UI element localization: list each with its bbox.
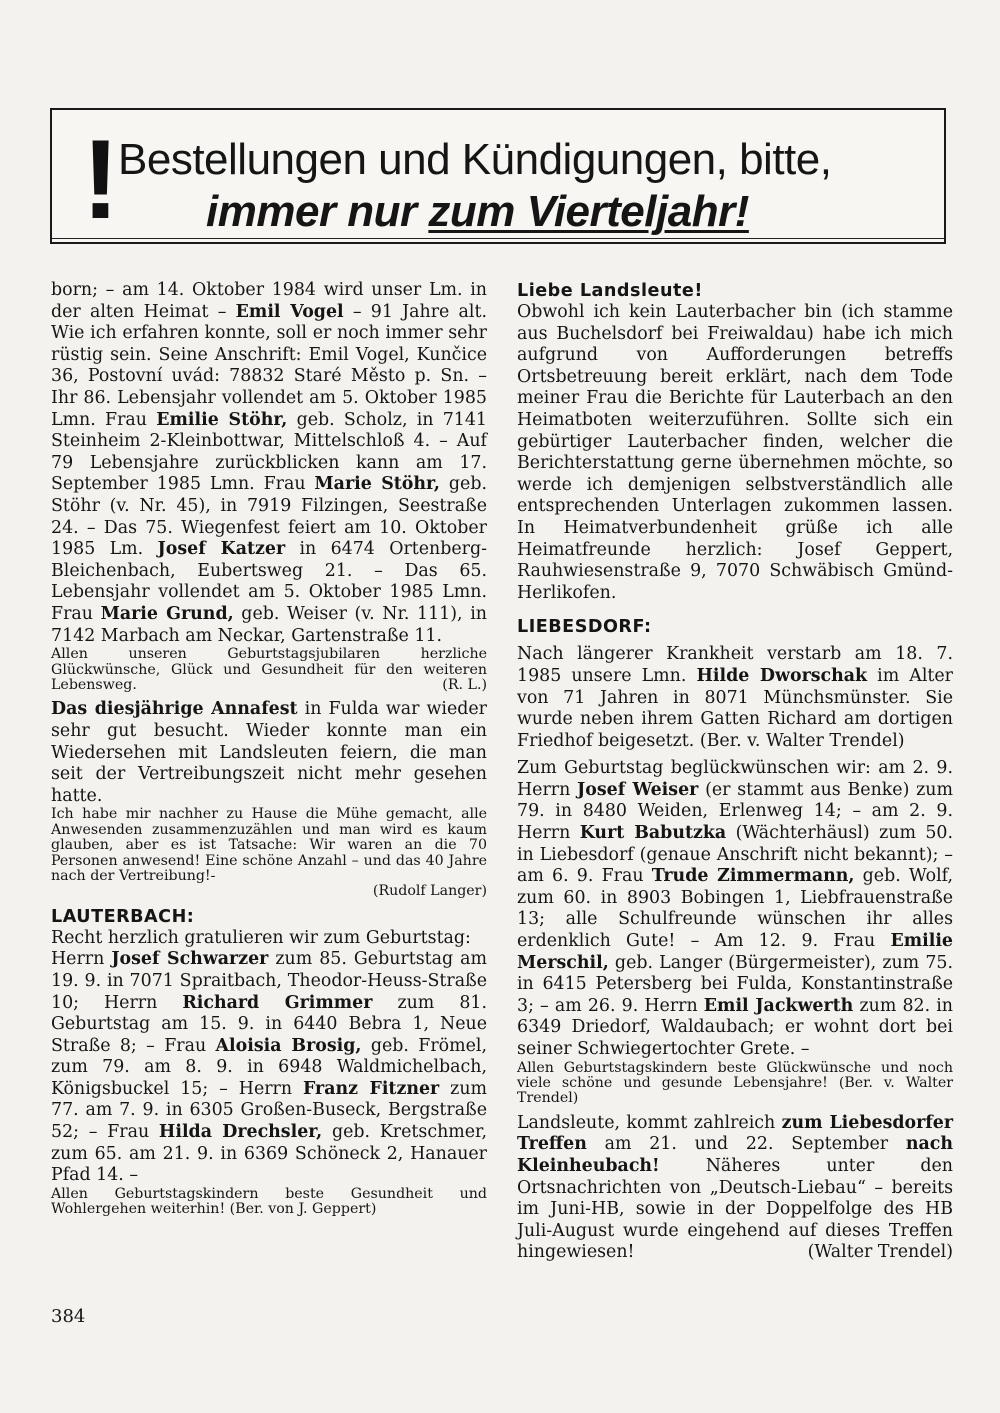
page-number: 384: [51, 1306, 86, 1327]
lauterbach-birthdays: Herrn Josef Schwarzer zum 85. Geburtstag am 19. 9. in 7071 Spraitbach, Theodor-Heuss-Straße 10; Herrn Richard Grimmer zum 81. Geburtstag am 15. 9. in 6440 Bebra 1, Neue Straße 8; – Frau Aloisia Brosig, geb. Frömel, zum 79. am 8. 9. in 6948 Waldmichelbach, Königsbuckel 15; – Herrn Franz Fitzner zum 77. am 7. 9. in 6305 Großen-Buseck, Bergstraße 52; – Frau Hilda Drechsler, geb. Kretschmer, zum 65. am 21. 9. in 6369 Schöneck 2, Hanauer Pfad 14. –: [51, 949, 488, 1186]
exclamation-mark: !: [82, 117, 120, 242]
annafest-note: Ich habe mir nachher zu Hause die Mühe gemacht, alle Anwesenden zusammenzuzählen und man wird es kaum glauben, aber es ist Tatsache: Wir waren an die 70 Personen anwesend! Eine schöne Anzahl – und das 40 Jahre nach der Vertreibung!-: [51, 806, 487, 884]
lauterbach-heading: LAUTERBACH:: [51, 906, 195, 927]
treffen-paragraph: Landsleute, kommt zahlreich zum Liebesdorfer Treffen am 21. und 22. September nach Kleinheubach! Näheres unter den Ortsnachrichten von „Deutsch-Liebau“ – bereits im Juni-HB, sowie in der Doppelfolge des HB Juli-August wurde eingehend auf dieses Treffen hingewiesen! (Walter Trendel): [517, 1112, 953, 1263]
liebesdorf-heading: LIEBESDORF:: [517, 617, 652, 638]
notice-subheadline: immer nur zum Vierteljahr!: [206, 187, 749, 236]
annafest-paragraph: Das diesjährige Annafest in Fulda war wieder sehr gut besucht. Wieder konnte man ein Wiedersehen mit Landsleuten feiern, die man seit der Vertreibungszeit nicht mehr gesehen hatte.: [51, 699, 487, 806]
obituary-paragraph: Nach längerer Krankheit verstarb am 18. 7. 1985 unsere Lmn. Hilde Dworschak im Alter von 71 Jahren in 8071 Münchsmünster. Sie wurde neben ihrem Gatten Richard am dortigen Friedhof beigesetzt. (Ber. v. Walter Trendel): [517, 644, 953, 751]
lauterbach-intro: Recht herzlich gratulieren wir zum Geburtstag:: [51, 927, 471, 948]
congratulations-note: Allen unseren Geburtstagsjubilaren herzliche Glückwünsche, Glück und Gesundheit für den weiteren Lebensweg. (R. L.): [51, 646, 487, 693]
left-column: [51, 280, 487, 1218]
notice-divider: [52, 238, 944, 239]
annafest-signature: (Rudolf Langer): [372, 883, 487, 900]
liebesdorf-note: Allen Geburtstagskindern beste Glückwünsche und noch viele schöne und gesunde Lebensjahre! (Ber. v. Walter Trendel): [517, 1059, 953, 1107]
liebesdorf-birthdays: Zum Geburtstag beglückwünschen wir: am 2. 9. Herrn Josef Weiser (er stammt aus Benke) zum 79. in 8480 Weiden, Erlenweg 14; – am 2. 9. Herrn Kurt Babutzka (Wächterhäusl) zum 50. in Liebesdorf (genaue Anschrift nicht bekannt); – am 6. 9. Frau Trude Zimmermann, geb. Wolf, zum 60. in 8903 Bobingen 1, Liebfrauenstraße 13; alle Schulfreunde wünschen ihr alles erdenklich Gute! – Am 12. 9. Frau Emilie Merschil, geb. Langer (Bürgermeister), zum 75. in 6415 Petersberg bei Fulda, Konstantinstraße 3; – am 26. 9. Herrn Emil Jackwerth zum 82. in 6349 Driedorf, Waldaubach; er wohnt dort bei seiner Schwiegertochter Grete. –: [517, 758, 954, 1059]
right-column: [517, 280, 953, 1264]
birthday-paragraph: born; – am 14. Oktober 1984 wird unser Lm. in der alten Heimat – Emil Vogel – 91 Jahre alt. Wie ich erfahren konnte, soll er noch immer sehr rüstig sein. Seine Anschrift: Emil Vogel, Kunčice 36, Postovní uvád: 78832 Staré Město p. Sn. – Ihr 86. Lebensjahr vollendet am 5. Oktober 1985 Lmn. Frau Emilie Stöhr, geb. Scholz, in 7141 Steinheim 2-Kleinbottwar, Mittelschloß 4. – Auf 79 Lebensjahre zurückblicken kann am 17. September 1985 Lmn. Frau Marie Stöhr, geb. Stöhr (v. Nr. 45), in 7919 Filzingen, Seestraße 24. – Das 75. Wiegenfest feiert am 10. Oktober 1985 Lm. Josef Katzer in 6474 Ortenberg-Bleichenbach, Eubertsweg 21. – Das 65. Lebensjahr vollendet am 5. Oktober 1985 Lmn. Frau Marie Grund, geb. Weiser (v. Nr. 111), in 7142 Marbach am Neckar, Gartenstraße 11.: [51, 280, 488, 646]
notice-box: [50, 108, 946, 244]
landsleute-heading: Liebe Landsleute!: [517, 281, 703, 301]
geppert-letter: Obwohl ich kein Lauterbacher bin (ich stamme aus Buchelsdorf bei Freiwaldau) habe ich mich aufgrund von Aufforderungen betreffs Ortsbetreuung bereit erklärt, nach dem Tode meiner Frau die Berichte für Lauterbach an den Heimatboten weiterzuführen. Sollte sich ein gebürtiger Lauterbacher finden, welcher die Berichterstattung gerne übernehmen möchte, so werde ich demjenigen selbstverständlich alle entsprechenden Unterlagen zukommen lassen. In Heimatverbundenheit grüße ich alle Heimatfreunde herzlich: Josef Geppert, Rauhwiesenstraße 9, 7070 Schwäbisch Gmünd-Herlikofen.: [517, 302, 953, 603]
notice-headline: Bestellungen und Kündigungen, bitte,: [118, 135, 832, 184]
lauterbach-note: Allen Geburtstagskindern beste Gesundheit und Wohlergehen weiterhin! (Ber. von J. Geppert): [51, 1185, 487, 1218]
